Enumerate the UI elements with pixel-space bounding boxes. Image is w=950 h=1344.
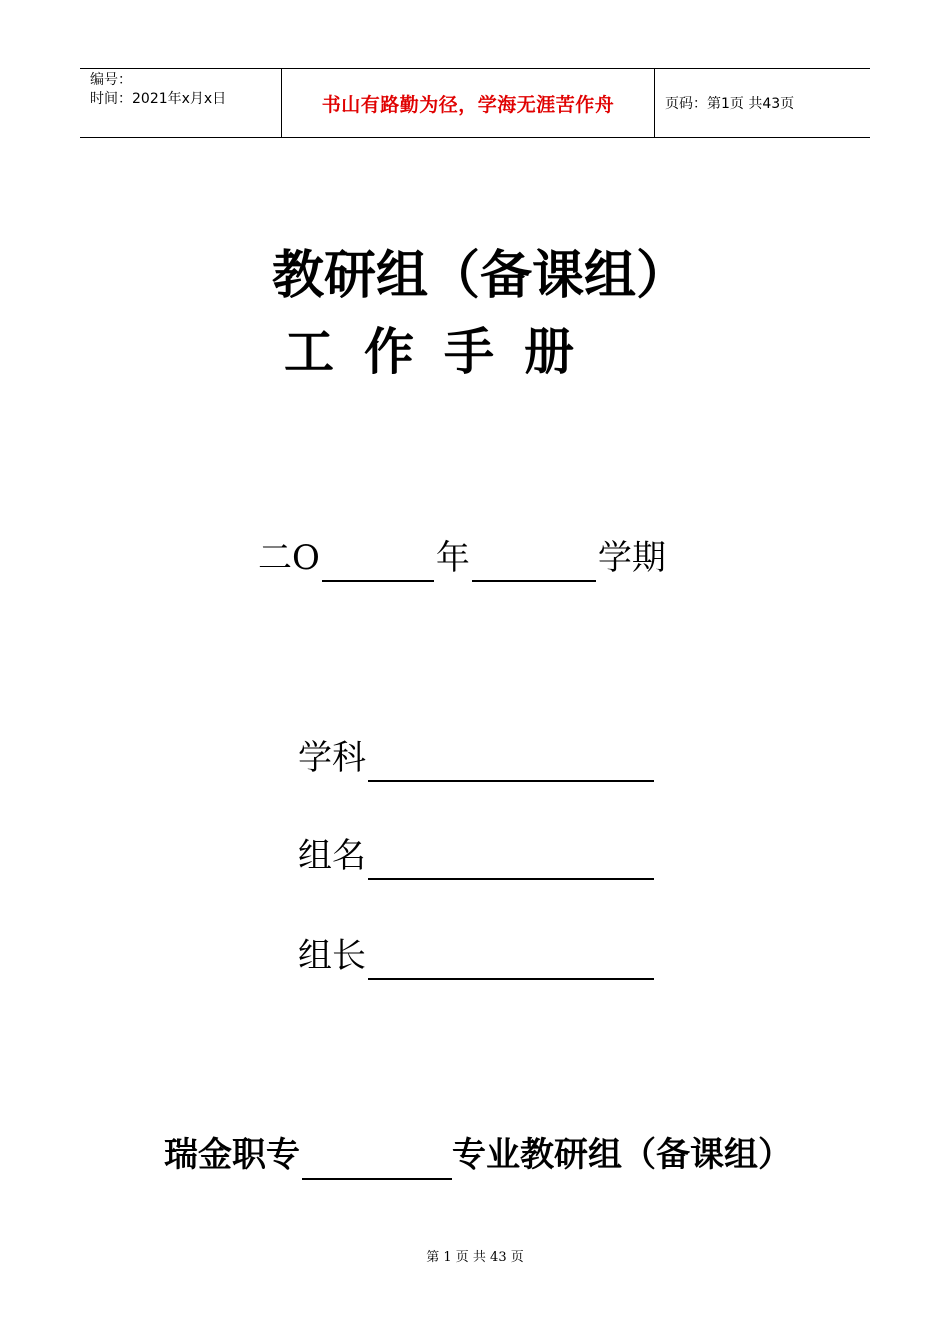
term-prefix: 二O	[258, 538, 320, 578]
subject-blank	[368, 742, 654, 782]
group-name-blank	[368, 840, 654, 880]
header-motto: 书山有路勤为径，学海无涯苦作舟	[321, 93, 615, 116]
group-name-label: 组名	[298, 836, 366, 876]
page-header	[80, 68, 870, 138]
document-time-label: 时间：2021年x月x日	[90, 91, 227, 107]
document-subtitle: 工作手册	[284, 323, 604, 381]
leader-label: 组长	[298, 936, 366, 976]
leader-field	[298, 932, 656, 980]
subject-label: 学科	[298, 738, 366, 778]
header-page-info: 页码：第1页 共43页	[665, 96, 795, 112]
document-title: 教研组（备课组）	[271, 246, 688, 306]
subject-field	[298, 734, 656, 782]
year-blank	[322, 544, 434, 582]
header-page-cell	[655, 69, 870, 137]
group-name-field	[298, 832, 656, 880]
header-meta-cell	[80, 69, 282, 137]
leader-blank	[368, 940, 654, 980]
term-line	[258, 534, 666, 582]
school-suffix: 专业教研组（备课组）	[452, 1135, 792, 1175]
year-label: 年	[435, 538, 470, 578]
page-footer: 第 1 页 共 43 页	[426, 1250, 524, 1265]
document-number-label: 编号：	[90, 72, 132, 88]
major-blank	[302, 1140, 452, 1180]
school-prefix: 瑞金职专	[164, 1135, 300, 1175]
term-label: 学期	[597, 538, 666, 578]
header-motto-cell	[282, 69, 655, 137]
school-heading	[146, 1130, 826, 1180]
term-blank	[472, 544, 596, 582]
